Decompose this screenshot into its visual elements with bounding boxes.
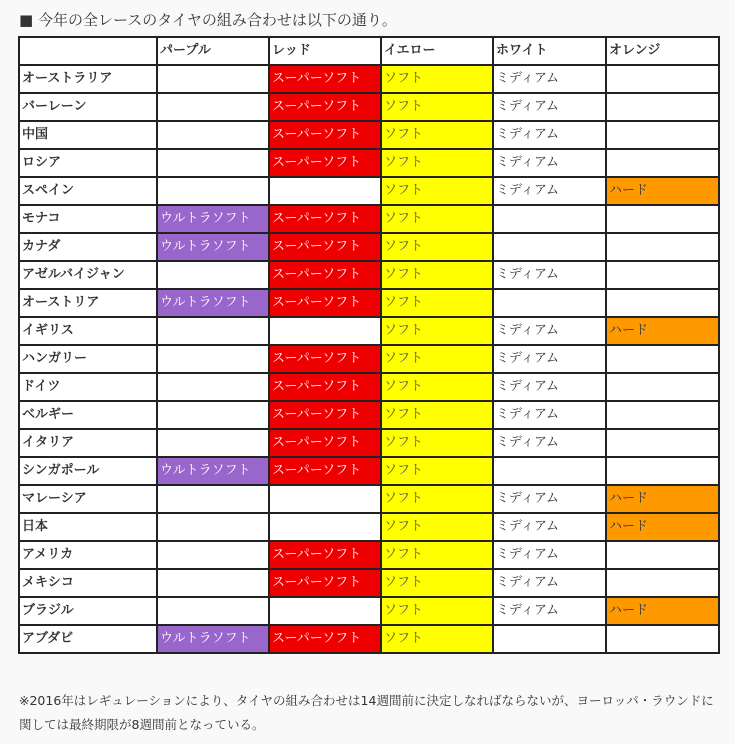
yellow-tire-cell: ソフト [381,597,493,625]
white-tire-cell [493,457,606,485]
red-tire-cell [269,177,381,205]
red-tire-cell: スーパーソフト [269,625,381,653]
purple-tire-cell: ウルトラソフト [157,457,269,485]
purple-tire-cell [157,317,269,345]
tire-combination-table [18,36,720,654]
purple-tire-cell [157,345,269,373]
orange-tire-cell [606,121,719,149]
red-tire-cell: スーパーソフト [269,541,381,569]
orange-tire-cell [606,429,719,457]
white-tire-cell [493,233,606,261]
country-cell: バーレーン [19,93,157,121]
white-tire-cell: ミディアム [493,373,606,401]
white-tire-cell: ミディアム [493,485,606,513]
header-red: レッド [269,37,381,65]
orange-tire-cell [606,569,719,597]
yellow-tire-cell: ソフト [381,513,493,541]
country-cell: イタリア [19,429,157,457]
country-cell: オーストリア [19,289,157,317]
white-tire-cell: ミディアム [493,401,606,429]
country-cell: 日本 [19,513,157,541]
table-row [19,401,719,429]
country-cell: ブラジル [19,597,157,625]
orange-tire-cell [606,261,719,289]
purple-tire-cell [157,597,269,625]
yellow-tire-cell: ソフト [381,121,493,149]
purple-tire-cell [157,93,269,121]
yellow-tire-cell: ソフト [381,233,493,261]
country-cell: マレーシア [19,485,157,513]
country-cell: ベルギー [19,401,157,429]
table-header-row [19,37,719,65]
purple-tire-cell [157,149,269,177]
orange-tire-cell: ハード [606,317,719,345]
purple-tire-cell [157,121,269,149]
white-tire-cell: ミディアム [493,93,606,121]
yellow-tire-cell: ソフト [381,401,493,429]
table-row [19,513,719,541]
table-row [19,569,719,597]
table-row [19,177,719,205]
purple-tire-cell [157,541,269,569]
header-white: ホワイト [493,37,606,65]
table-row [19,205,719,233]
table-row [19,597,719,625]
country-cell: アメリカ [19,541,157,569]
yellow-tire-cell: ソフト [381,93,493,121]
table-row [19,625,719,653]
table-row [19,289,719,317]
purple-tire-cell [157,569,269,597]
table-row [19,121,719,149]
orange-tire-cell [606,65,719,93]
white-tire-cell: ミディアム [493,121,606,149]
red-tire-cell: スーパーソフト [269,289,381,317]
country-cell: モナコ [19,205,157,233]
white-tire-cell: ミディアム [493,597,606,625]
country-cell: メキシコ [19,569,157,597]
red-tire-cell [269,485,381,513]
country-cell: アブダビ [19,625,157,653]
footnote: ※2016年はレギュレーションにより、タイヤの組み合わせは14週間前に決定しなればならないが、ヨーロッパ・ラウンドに関しては最終期限が8週間前となっている。 [19,693,714,732]
red-tire-cell [269,597,381,625]
red-tire-cell: スーパーソフト [269,261,381,289]
orange-tire-cell [606,233,719,261]
white-tire-cell [493,289,606,317]
red-tire-cell [269,317,381,345]
country-cell: シンガポール [19,457,157,485]
red-tire-cell: スーパーソフト [269,93,381,121]
header-country [19,37,157,65]
yellow-tire-cell: ソフト [381,625,493,653]
orange-tire-cell [606,401,719,429]
yellow-tire-cell: ソフト [381,149,493,177]
red-tire-cell: スーパーソフト [269,65,381,93]
country-cell: カナダ [19,233,157,261]
yellow-tire-cell: ソフト [381,429,493,457]
orange-tire-cell [606,149,719,177]
page-heading: ■ 今年の全レースのタイヤの組み合わせは以下の通り。 [19,11,397,29]
red-tire-cell: スーパーソフト [269,121,381,149]
country-cell: 中国 [19,121,157,149]
yellow-tire-cell: ソフト [381,345,493,373]
table-row [19,457,719,485]
country-cell: アゼルバイジャン [19,261,157,289]
purple-tire-cell: ウルトラソフト [157,625,269,653]
white-tire-cell: ミディアム [493,261,606,289]
red-tire-cell: スーパーソフト [269,205,381,233]
orange-tire-cell: ハード [606,177,719,205]
purple-tire-cell [157,373,269,401]
orange-tire-cell: ハード [606,513,719,541]
purple-tire-cell [157,429,269,457]
yellow-tire-cell: ソフト [381,289,493,317]
orange-tire-cell [606,345,719,373]
table-row [19,233,719,261]
table-row [19,149,719,177]
red-tire-cell: スーパーソフト [269,401,381,429]
orange-tire-cell: ハード [606,597,719,625]
yellow-tire-cell: ソフト [381,65,493,93]
white-tire-cell [493,625,606,653]
country-cell: ドイツ [19,373,157,401]
purple-tire-cell: ウルトラソフト [157,289,269,317]
table-row [19,485,719,513]
orange-tire-cell [606,93,719,121]
orange-tire-cell: ハード [606,485,719,513]
table-row [19,317,719,345]
red-tire-cell: スーパーソフト [269,233,381,261]
red-tire-cell: スーパーソフト [269,429,381,457]
yellow-tire-cell: ソフト [381,373,493,401]
purple-tire-cell [157,177,269,205]
white-tire-cell [493,205,606,233]
white-tire-cell: ミディアム [493,569,606,597]
header-purple: パープル [157,37,269,65]
yellow-tire-cell: ソフト [381,541,493,569]
orange-tire-cell [606,457,719,485]
country-cell: スペイン [19,177,157,205]
table-row [19,93,719,121]
purple-tire-cell [157,261,269,289]
header-orange: オレンジ [606,37,719,65]
country-cell: ロシア [19,149,157,177]
purple-tire-cell [157,485,269,513]
country-cell: イギリス [19,317,157,345]
purple-tire-cell: ウルトラソフト [157,205,269,233]
purple-tire-cell: ウルトラソフト [157,233,269,261]
table-row [19,373,719,401]
white-tire-cell: ミディアム [493,65,606,93]
table-row [19,345,719,373]
white-tire-cell: ミディアム [493,177,606,205]
yellow-tire-cell: ソフト [381,457,493,485]
yellow-tire-cell: ソフト [381,177,493,205]
yellow-tire-cell: ソフト [381,569,493,597]
red-tire-cell: スーパーソフト [269,457,381,485]
yellow-tire-cell: ソフト [381,485,493,513]
orange-tire-cell [606,289,719,317]
table-body [19,65,719,653]
yellow-tire-cell: ソフト [381,205,493,233]
orange-tire-cell [606,205,719,233]
yellow-tire-cell: ソフト [381,317,493,345]
header-yellow: イエロー [381,37,493,65]
red-tire-cell: スーパーソフト [269,149,381,177]
white-tire-cell: ミディアム [493,317,606,345]
country-cell: ハンガリー [19,345,157,373]
purple-tire-cell [157,401,269,429]
orange-tire-cell [606,625,719,653]
orange-tire-cell [606,541,719,569]
white-tire-cell: ミディアム [493,429,606,457]
yellow-tire-cell: ソフト [381,261,493,289]
table-row [19,65,719,93]
white-tire-cell: ミディアム [493,541,606,569]
white-tire-cell: ミディアム [493,149,606,177]
red-tire-cell: スーパーソフト [269,569,381,597]
table-row [19,261,719,289]
orange-tire-cell [606,373,719,401]
table-row [19,541,719,569]
purple-tire-cell [157,65,269,93]
country-cell: オーストラリア [19,65,157,93]
white-tire-cell: ミディアム [493,513,606,541]
red-tire-cell [269,513,381,541]
red-tire-cell: スーパーソフト [269,373,381,401]
white-tire-cell: ミディアム [493,345,606,373]
purple-tire-cell [157,513,269,541]
red-tire-cell: スーパーソフト [269,345,381,373]
table-row [19,429,719,457]
